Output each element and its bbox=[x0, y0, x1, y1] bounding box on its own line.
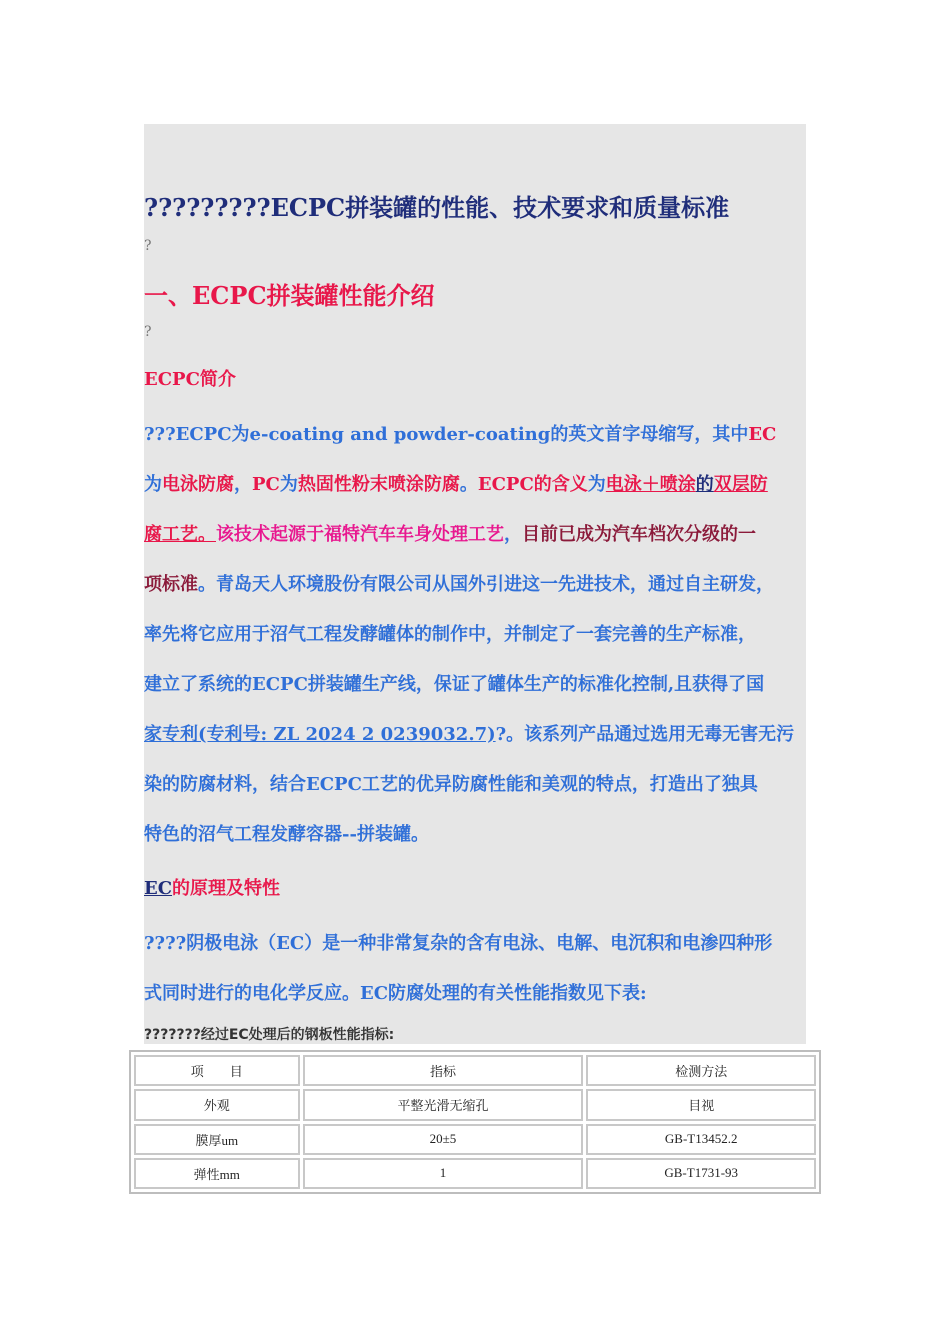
paragraph-line: 式同时进行的电化学反应。EC防腐处理的有关性能指数见下表: bbox=[144, 983, 647, 1004]
paragraph-line: 特色的沼气工程发酵容器--拼装罐。 bbox=[144, 824, 429, 845]
patent-link[interactable]: 家专利(专利号: ZL 2024 2 0239032.7) bbox=[144, 724, 496, 745]
table-caption: ???????经过EC处理后的钢板性能指标: bbox=[144, 1027, 395, 1043]
paragraph-line bbox=[144, 470, 768, 496]
text-run: 为 bbox=[587, 474, 606, 495]
table-header-cell: 指标 bbox=[303, 1055, 584, 1086]
table-row bbox=[134, 1158, 816, 1189]
text-run: 目前已成为汽车档次分级的一 bbox=[522, 524, 756, 545]
paragraph-line: 率先将它应用于沼气工程发酵罐体的制作中，并制定了一套完善的生产标准， bbox=[144, 624, 756, 645]
text-run: 的原理及特性 bbox=[172, 878, 281, 899]
text-run: ECPC的含义 bbox=[477, 474, 588, 495]
table-row bbox=[134, 1124, 816, 1155]
text-run: ???ECPC为e-coating and powder-coating的英文首字母缩写，其中 bbox=[144, 424, 749, 445]
paragraph-line bbox=[144, 570, 774, 596]
ec-heading bbox=[144, 874, 280, 900]
paragraph-line bbox=[144, 520, 756, 546]
table-cell: 20±5 bbox=[303, 1124, 584, 1155]
table-cell: 1 bbox=[303, 1158, 584, 1189]
table-cell: 目视 bbox=[586, 1089, 816, 1120]
section-heading: 一、ECPC拼装罐性能介绍 bbox=[144, 281, 435, 310]
paragraph-line bbox=[144, 720, 794, 746]
paragraph-line bbox=[144, 420, 776, 446]
placeholder-mark: ? bbox=[144, 238, 152, 254]
text-run: PC bbox=[252, 474, 280, 495]
table-header-row bbox=[134, 1055, 816, 1086]
table-cell: 平整光滑无缩孔 bbox=[303, 1089, 584, 1120]
table-header-cell: 检测方法 bbox=[586, 1055, 816, 1086]
text-run: 项标准 bbox=[144, 574, 198, 595]
table-cell: 膜厚um bbox=[134, 1124, 300, 1155]
table-cell: 外观 bbox=[134, 1089, 300, 1120]
paragraph-line: 染的防腐材料，结合ECPC工艺的优异防腐性能和美观的特点，打造出了独具 bbox=[144, 774, 758, 795]
text-run: ， bbox=[504, 524, 522, 545]
text-run: 双层防 bbox=[713, 474, 768, 495]
text-run: 。青岛天人环境股份有限公司从国外引进这一先进技术，通过自主研发， bbox=[198, 574, 774, 595]
intro-heading: ECPC简介 bbox=[144, 369, 236, 390]
text-run: 为 bbox=[279, 474, 298, 495]
text-run: 电泳＋喷涂 bbox=[605, 474, 696, 495]
text-run: 电泳防腐 bbox=[162, 474, 234, 495]
paragraph-line: ????阴极电泳（EC）是一种非常复杂的含有电泳、电解、电沉积和电渗四种形 bbox=[144, 933, 773, 954]
text-run: 为 bbox=[144, 474, 162, 495]
paragraph-line: 建立了系统的ECPC拼装罐生产线，保证了罐体生产的标准化控制,且获得了国 bbox=[144, 674, 765, 695]
text-run: 热固性粉末喷涂防腐 bbox=[297, 474, 460, 495]
performance-table bbox=[129, 1050, 821, 1194]
placeholder-mark: ? bbox=[144, 324, 152, 340]
text-run: 。 bbox=[459, 474, 478, 495]
table-cell: GB-T1731-93 bbox=[586, 1158, 816, 1189]
ec-link[interactable]: EC bbox=[144, 878, 173, 899]
table-cell: 弹性mm bbox=[134, 1158, 300, 1189]
document-title: ?????????ECPC拼装罐的性能、技术要求和质量标准 bbox=[144, 193, 730, 222]
text-run: EC bbox=[748, 424, 777, 445]
table-header-cell: 项 目 bbox=[134, 1055, 300, 1086]
text-run: 的 bbox=[695, 474, 714, 495]
text-run: 该技术起源于福特汽车车身处理工艺 bbox=[216, 524, 504, 545]
table-row bbox=[134, 1089, 816, 1120]
text-run: ， bbox=[234, 474, 252, 495]
text-run: ?。该系列产品通过选用无毒无害无污 bbox=[495, 724, 795, 745]
table-cell: GB-T13452.2 bbox=[586, 1124, 816, 1155]
text-run: 腐工艺。 bbox=[144, 524, 216, 545]
